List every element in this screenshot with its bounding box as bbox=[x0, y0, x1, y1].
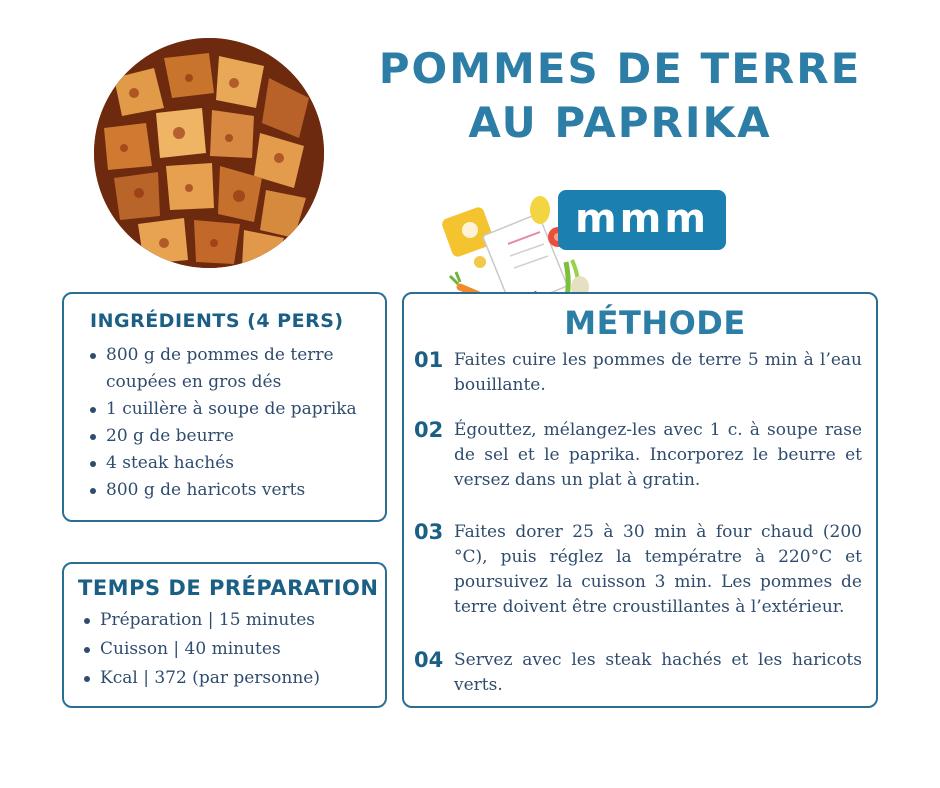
step-number: 04 bbox=[414, 648, 444, 672]
list-item: 20 g de beurre bbox=[88, 423, 378, 450]
method-heading: MÉTHODE bbox=[564, 304, 746, 342]
title-line-2: AU PAPRIKA bbox=[468, 98, 772, 147]
preparation-heading: TEMPS DE PRÉPARATION bbox=[78, 576, 379, 600]
ingredients-heading: INGRÉDIENTS (4 PERS) bbox=[90, 310, 344, 332]
step-text: Faites dorer 25 à 30 min à four chaud (200 °C), puis réglez la températre à 220°C et poursuivez la cuisson 3 min. Les pommes de terre doivent être croustillantes à l’extérieur. bbox=[454, 522, 862, 617]
method-card bbox=[402, 292, 878, 708]
step-number: 03 bbox=[414, 520, 444, 544]
mmm-badge: mmm bbox=[558, 190, 726, 250]
ingredients-list bbox=[88, 342, 378, 504]
step-text: Égouttez, mélangez-les avec 1 c. à soupe rase de sel et le paprika. Incorporez le beurre et versez dans un plat à gratin. bbox=[454, 420, 862, 490]
list-item: 800 g de haricots verts bbox=[88, 477, 378, 504]
list-item: 800 g de pommes de terre coupées en gros dés bbox=[88, 342, 378, 396]
step-text: Faites cuire les pommes de terre 5 min à l’eau bouillante. bbox=[454, 350, 862, 395]
title-line-1: POMMES DE TERRE bbox=[378, 44, 862, 93]
potatoes-photo bbox=[94, 38, 324, 268]
list-item: Kcal | 372 (par personne) bbox=[82, 664, 382, 693]
preparation-list bbox=[82, 606, 382, 693]
preparation-card bbox=[62, 562, 387, 708]
ingredients-card bbox=[62, 292, 387, 522]
recipe-title bbox=[370, 42, 870, 150]
list-item: 4 steak hachés bbox=[88, 450, 378, 477]
step-text: Servez avec les steak hachés et les haricots verts. bbox=[454, 650, 862, 695]
list-item: Préparation | 15 minutes bbox=[82, 606, 382, 635]
list-item: Cuisson | 40 minutes bbox=[82, 635, 382, 664]
step-number: 02 bbox=[414, 418, 444, 442]
list-item: 1 cuillère à soupe de paprika bbox=[88, 396, 378, 423]
roasted-potatoes-image bbox=[94, 38, 324, 268]
step-number: 01 bbox=[414, 348, 444, 372]
